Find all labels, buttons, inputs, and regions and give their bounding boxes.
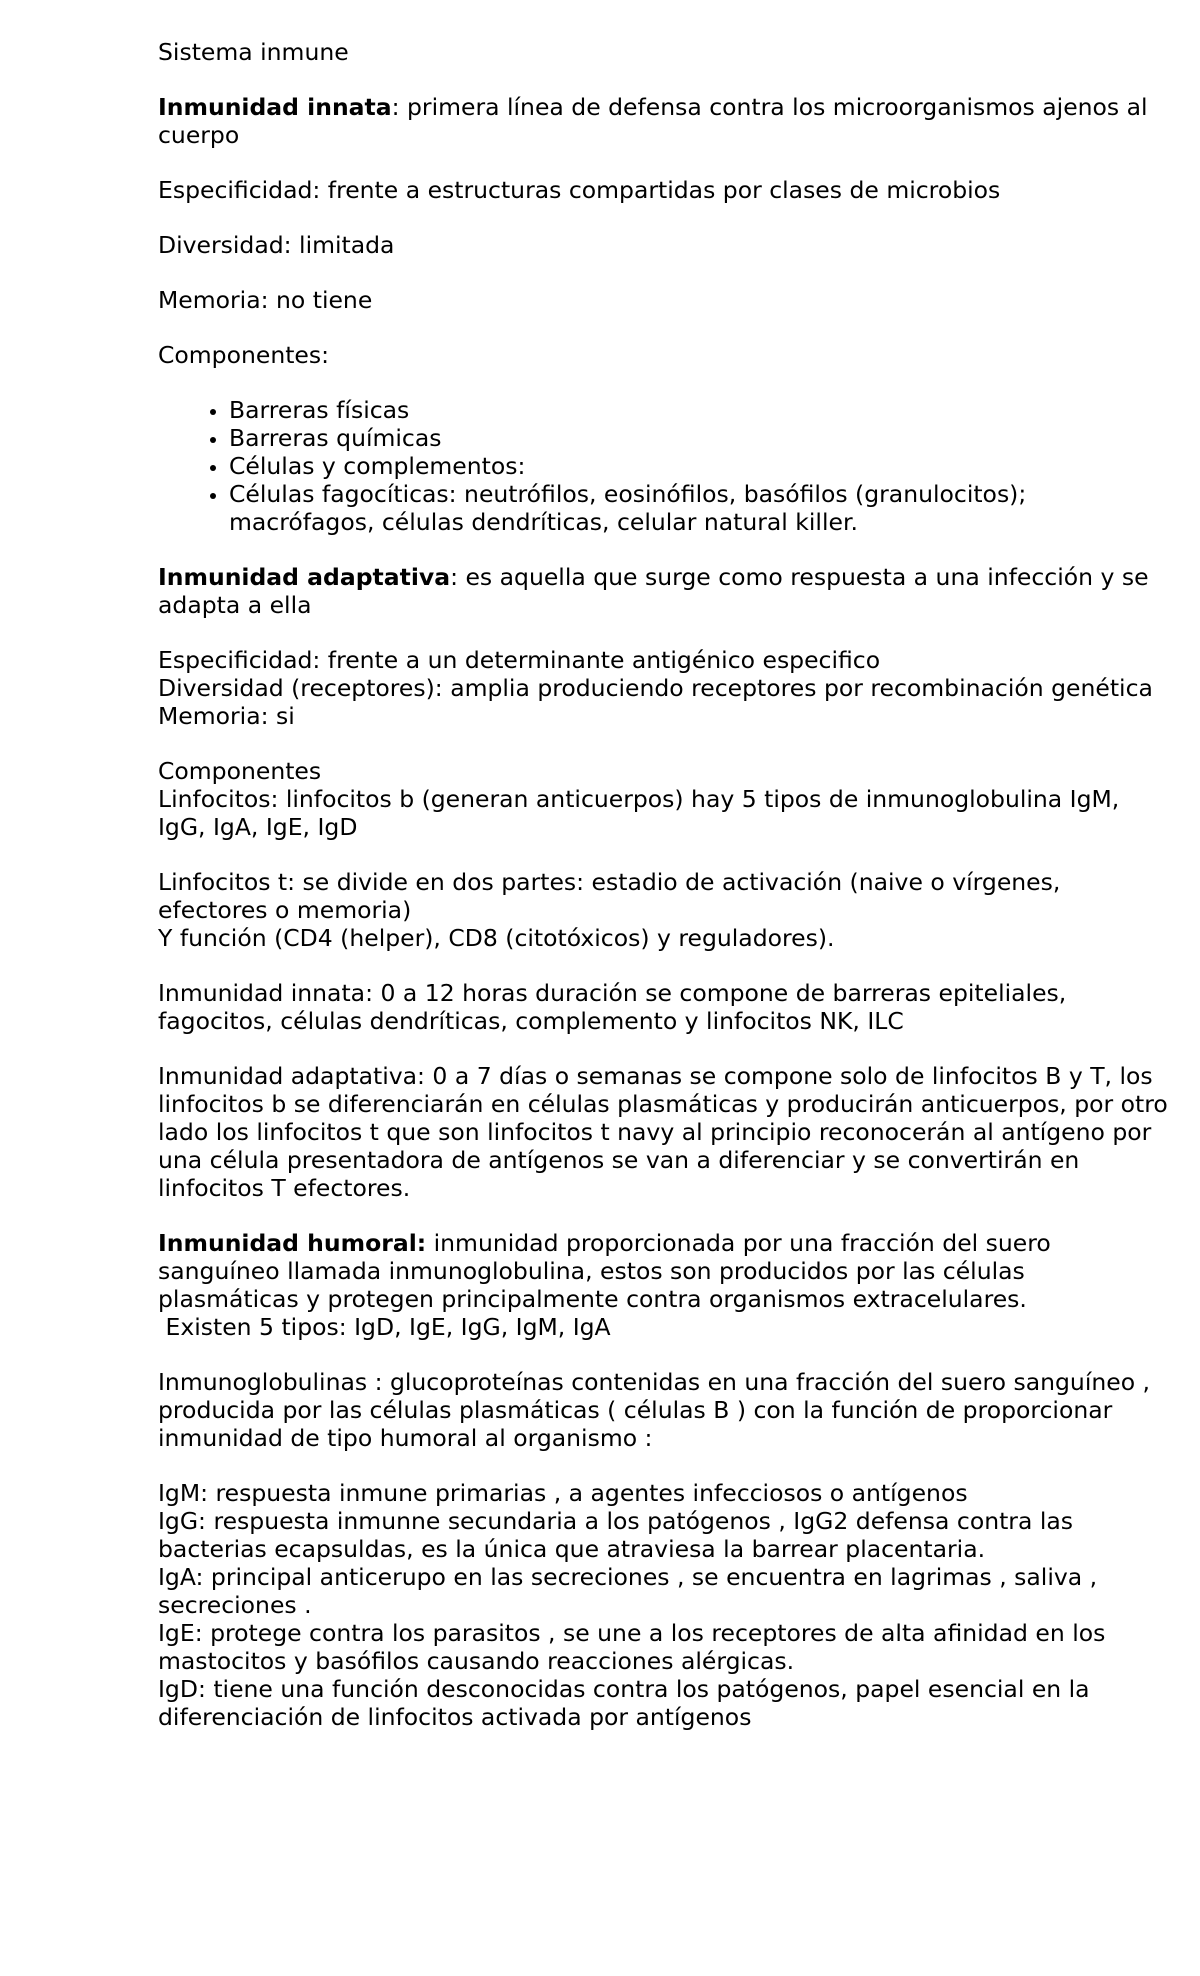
adaptativa-heading: Inmunidad adaptativa [158, 563, 451, 591]
ig-item-igg: IgG: respuesta inmunne secundaria a los patógenos , IgG2 defensa contra las bacterias ecapsuldas, es la única que atraviesa la barrear placentaria. [158, 1507, 1074, 1563]
list-item: • Células y complementos: [229, 452, 1168, 480]
adaptativa-funcion: Y función (CD4 (helper), CD8 (citotóxicos) y reguladores). [158, 924, 835, 952]
list-item: • Células fagocíticas: neutrófilos, eosinófilos, basófilos (granulocitos); macrófagos, células dendríticas, celular natural killer. [229, 480, 1168, 536]
adaptativa-intro-text: : es aquella que surge como respuesta a una infección y se adapta a ella [158, 563, 1149, 619]
adaptativa-componentes-label: Componentes [158, 757, 322, 785]
humoral-tipos: Existen 5 tipos: IgD, IgE, IgG, IgM, IgA [158, 1313, 611, 1341]
humoral-paragraph [158, 1229, 1168, 1313]
innata-especificidad: Especificidad: frente a estructuras compartidas por clases de microbios [158, 176, 1001, 204]
adaptativa-tiempo-paragraph: Inmunidad adaptativa: 0 a 7 días o semanas se compone solo de linfocitos B y T, los linfocitos b se diferenciarán en células plasmáticas y producirán anticuerpos, por otro lado los linfocitos t que son linfocitos t navy al principio reconocerán al antígeno por una célula presentadora de antígenos se van a diferenciar y se convertirán en linfocitos T efectores. [158, 1062, 1168, 1202]
innata-componentes-label: Componentes: [158, 341, 330, 369]
adaptativa-intro-paragraph [158, 563, 1168, 619]
ig-item-iga: IgA: principal anticerupo en las secreciones , se encuentra en lagrimas , saliva , secreciones . [158, 1563, 1098, 1619]
adaptativa-especificidad: Especificidad: frente a un determinante antigénico especifico [158, 646, 881, 674]
adaptativa-linfocitos-t: Linfocitos t: se divide en dos partes: estadio de activación (naive o vírgenes, efectores o memoria) [158, 868, 1061, 924]
document-page [158, 38, 1168, 1731]
innata-diversidad: Diversidad: limitada [158, 231, 395, 259]
innata-memoria: Memoria: no tiene [158, 286, 373, 314]
humoral-text: inmunidad proporcionada por una fracción del suero sanguíneo llamada inmunoglobulina, estos son producidos por las células plasmáticas y protegen principalmente contra organismos extracelulares. [158, 1229, 1051, 1313]
document-title: Sistema inmune [158, 38, 349, 66]
humoral-heading: Inmunidad humoral: [158, 1229, 427, 1257]
ig-item-igd: IgD: tiene una función desconocidas contra los patógenos, papel esencial en la diferenciación de linfocitos activada por antígenos [158, 1675, 1090, 1731]
innata-componentes-list [158, 396, 1168, 536]
inmunoglobulinas-paragraph: Inmunoglobulinas : glucoproteínas contenidas en una fracción del suero sanguíneo , producida por las células plasmáticas ( células B ) con la función de proporcionar inmunidad de tipo humoral al organismo : [158, 1368, 1151, 1452]
ig-item-igm: IgM: respuesta inmune primarias , a agentes infecciosos o antígenos [158, 1479, 968, 1507]
innata-intro-text: : primera línea de defensa contra los microorganismos ajenos al cuerpo [158, 93, 1148, 149]
innata-heading: Inmunidad innata [158, 93, 392, 121]
innata-intro-paragraph [158, 93, 1168, 149]
adaptativa-diversidad: Diversidad (receptores): amplia produciendo receptores por recombinación genética [158, 674, 1153, 702]
list-item: • Barreras químicas [229, 424, 1168, 452]
list-item: • Barreras físicas [229, 396, 1168, 424]
innata-tiempo-paragraph: Inmunidad innata: 0 a 12 horas duración se compone de barreras epiteliales, fagocitos, células dendríticas, complemento y linfocitos NK, ILC [158, 979, 1067, 1035]
ig-item-ige: IgE: protege contra los parasitos , se une a los receptores de alta afinidad en los mastocitos y basófilos causando reacciones alérgicas. [158, 1619, 1106, 1675]
adaptativa-linfocitos-b: Linfocitos: linfocitos b (generan anticuerpos) hay 5 tipos de inmunoglobulina IgM, IgG, IgA, IgE, IgD [158, 785, 1120, 841]
adaptativa-memoria: Memoria: si [158, 702, 295, 730]
